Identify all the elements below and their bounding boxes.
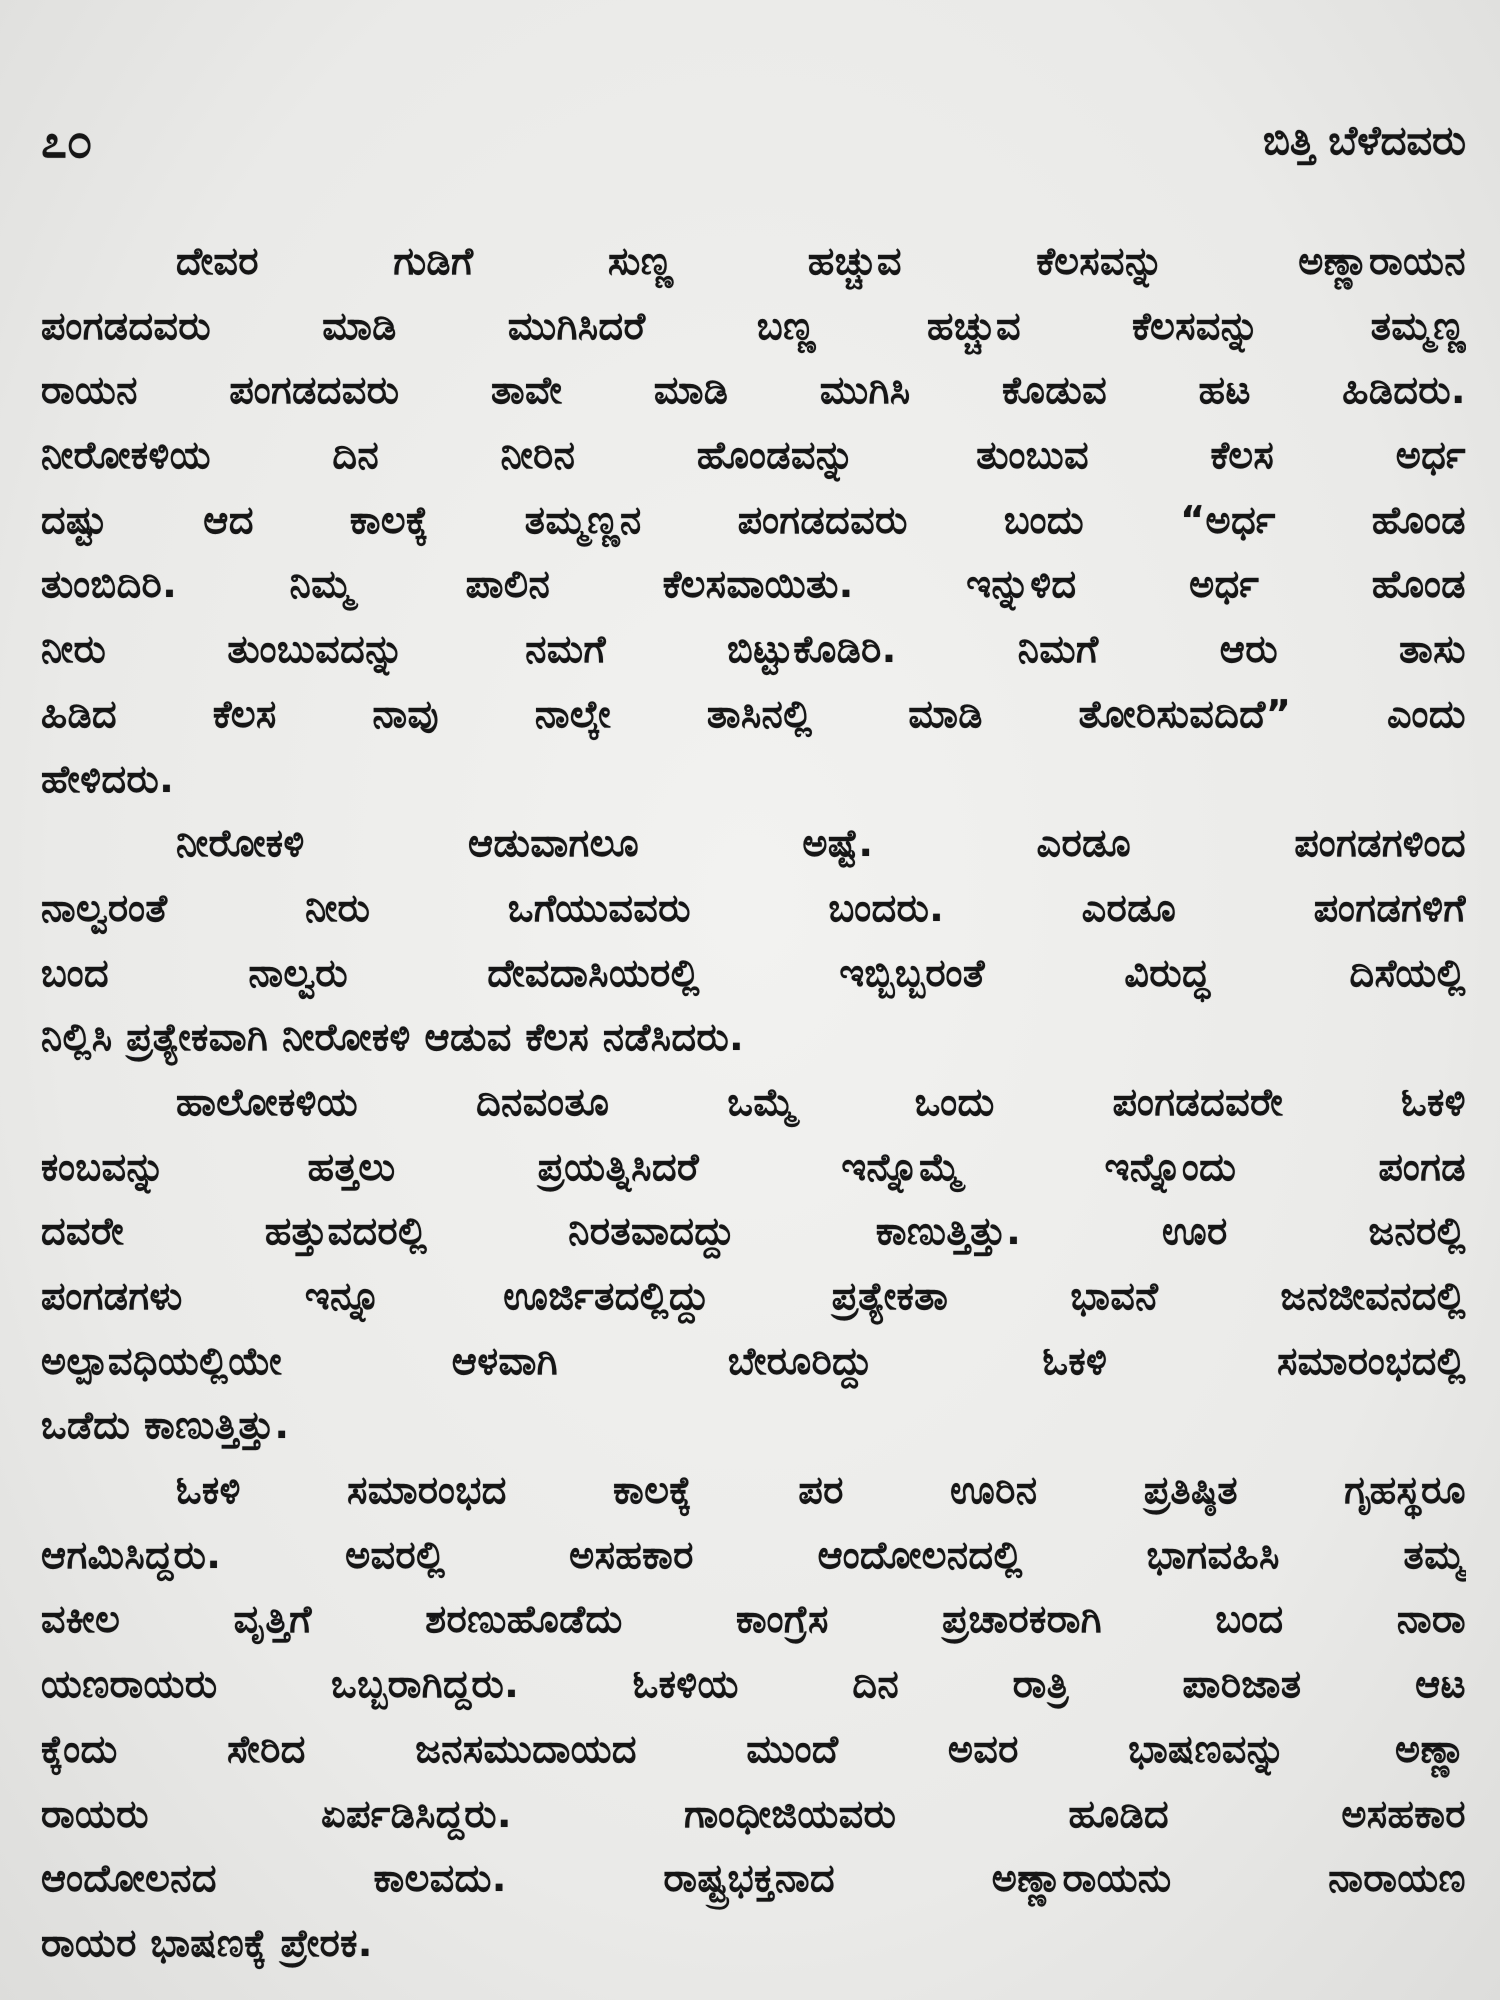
text-line: ಆಗಮಿಸಿದ್ದರು. ಅವರಲ್ಲಿ ಅಸಹಕಾರ ಆಂದೋಲನದಲ್ಲಿ ಭಾಗವಹಿಸಿ ತಮ್ಮ xyxy=(41,1532,1466,1577)
text-line: ನೀರು ತುಂಬುವದನ್ನು ನಮಗೆ ಬಿಟ್ಟುಕೊಡಿರಿ. ನಿಮಗೆ ಆರು ತಾಸು xyxy=(41,627,1466,672)
text-line: ನೀರೋಕಳಿಯ ದಿನ ನೀರಿನ ಹೊಂಡವನ್ನು ತುಂಬುವ ಕೆಲಸ ಅರ್ಧ xyxy=(41,433,1466,478)
text-line: ದೇವರ ಗುಡಿಗೆ ಸುಣ್ಣ ಹಚ್ಚುವ ಕೆಲಸವನ್ನು ಅಣ್ಣಾರಾಯನ xyxy=(176,239,1466,283)
text-line: ಯಣರಾಯರು ಒಬ್ಬರಾಗಿದ್ದರು. ಓಕಳಿಯ ದಿನ ರಾತ್ರಿ ಪಾರಿಜಾತ ಆಟ xyxy=(41,1662,1466,1707)
text-line: ಪಂಗಡಗಳು ಇನ್ನೂ ಊರ್ಜಿತದಲ್ಲಿದ್ದು ಪ್ರತ್ಯೇಕತಾ ಭಾವನೆ ಜನಜೀವನದಲ್ಲಿ xyxy=(41,1274,1466,1318)
text-line: ಕಂಬವನ್ನು ಹತ್ತಲು ಪ್ರಯತ್ನಿಸಿದರೆ ಇನ್ನೊಮ್ಮೆ ಇನ್ನೊಂದು ಪಂಗಡ xyxy=(41,1144,1466,1189)
text-line: ವಕೀಲ ವೃತ್ತಿಗೆ ಶರಣುಹೊಡೆದು ಕಾಂಗ್ರೆಸ ಪ್ರಚಾರಕರಾಗಿ ಬಂದ ನಾರಾ xyxy=(41,1597,1466,1642)
text-line: ನಾಲ್ವರಂತೆ ನೀರು ಒಗೆಯುವವರು ಬಂದರು. ಎರಡೂ ಪಂಗಡಗಳಿಗೆ xyxy=(41,885,1466,930)
text-line: ಕ್ಕೆಂದು ಸೇರಿದ ಜನಸಮುದಾಯದ ಮುಂದೆ ಅವರ ಭಾಷಣವನ್ನು ಅಣ್ಣಾ xyxy=(41,1726,1466,1771)
text-line: ಓಕಳಿ ಸಮಾರಂಭದ ಕಾಲಕ್ಕೆ ಪರ ಊರಿನ ಪ್ರತಿಷ್ಠಿತ ಗೃಹಸ್ಥರೂ xyxy=(176,1468,1466,1513)
text-line: ಹೇಳಿದರು. xyxy=(41,756,175,801)
text-line: ಆಂದೋಲನದ ಕಾಲವದು. ರಾಷ್ಟ್ರಭಕ್ತನಾದ ಅಣ್ಣಾರಾಯನು ನಾರಾಯಣ xyxy=(41,1856,1466,1901)
text-line: ರಾಯರು ಏರ್ಪಡಿಸಿದ್ದರು. ಗಾಂಧೀಜಿಯವರು ಹೂಡಿದ ಅಸಹಕಾರ xyxy=(41,1791,1466,1836)
paragraph xyxy=(41,229,1466,811)
paragraph xyxy=(41,1070,1466,1458)
running-title: ಬಿತ್ತಿ ಬೆಳೆದವರು xyxy=(1262,118,1466,164)
text-line: ರಾಯನ ಪಂಗಡದವರು ತಾವೇ ಮಾಡಿ ಮುಗಿಸಿ ಕೊಡುವ ಹಟ ಹಿಡಿದರು. xyxy=(41,368,1466,413)
text-line: ಹಾಲೋಕಳಿಯ ದಿನವಂತೂ ಒಮ್ಮೆ ಒಂದು ಪಂಗಡದವರೇ ಓಕಳಿ xyxy=(176,1079,1466,1124)
page-number: ೭೦ xyxy=(41,114,93,168)
text-line: ನಿಲ್ಲಿಸಿ ಪ್ರತ್ಯೇಕವಾಗಿ ನೀರೋಕಳಿ ಆಡುವ ಕೆಲಸ ನಡೆಸಿದರು. xyxy=(41,1015,745,1060)
text-line: ರಾಯರ ಭಾಷಣಕ್ಕೆ ಪ್ರೇರಕ. xyxy=(41,1920,373,1965)
text-line: ಬಂದ ನಾಲ್ವರು ದೇವದಾಸಿಯರಲ್ಲಿ ಇಬ್ಬಿಬ್ಬರಂತೆ ವಿರುದ್ಧ ದಿಸೆಯಲ್ಲಿ xyxy=(41,950,1466,995)
paragraph xyxy=(41,1458,1466,1976)
text-line: ತುಂಬಿದಿರಿ. ನಿಮ್ಮ ಪಾಲಿನ ಕೆಲಸವಾಯಿತು. ಇನ್ನುಳಿದ ಅರ್ಧ ಹೊಂಡ xyxy=(41,562,1466,607)
text-line: ಒಡೆದು ಕಾಣುತ್ತಿತ್ತು. xyxy=(41,1403,290,1448)
text-line: ಪಂಗಡದವರು ಮಾಡಿ ಮುಗಿಸಿದರೆ ಬಣ್ಣ ಹಚ್ಚುವ ಕೆಲಸವನ್ನು ತಮ್ಮಣ್ಣ xyxy=(41,303,1466,348)
text-line: ಅಲ್ಪಾವಧಿಯಲ್ಲಿಯೇ ಆಳವಾಗಿ ಬೇರೂರಿದ್ದು ಓಕಳಿ ಸಮಾರಂಭದಲ್ಲಿ xyxy=(41,1338,1466,1383)
text-line: ನೀರೋಕಳಿ ಆಡುವಾಗಲೂ ಅಷ್ಟೆ. ಎರಡೂ ಪಂಗಡಗಳಿಂದ xyxy=(176,821,1466,866)
page-header xyxy=(41,111,1466,171)
text-line: ದಷ್ಟು ಆದ ಕಾಲಕ್ಕೆ ತಮ್ಮಣ್ಣನ ಪಂಗಡದವರು ಬಂದು “ಅರ್ಧ ಹೊಂಡ xyxy=(41,497,1466,542)
paragraph xyxy=(41,811,1466,1070)
body-text xyxy=(41,229,1466,1976)
text-line: ಹಿಡಿದ ಕೆಲಸ ನಾವು ನಾಲ್ಕೇ ತಾಸಿನಲ್ಲಿ ಮಾಡಿ ತೋರಿಸುವದಿದೆ” ಎಂದು xyxy=(41,691,1466,736)
text-line: ದವರೇ ಹತ್ತುವದರಲ್ಲಿ ನಿರತವಾದದ್ದು ಕಾಣುತ್ತಿತ್ತು. ಊರ ಜನರಲ್ಲಿ xyxy=(41,1209,1466,1254)
